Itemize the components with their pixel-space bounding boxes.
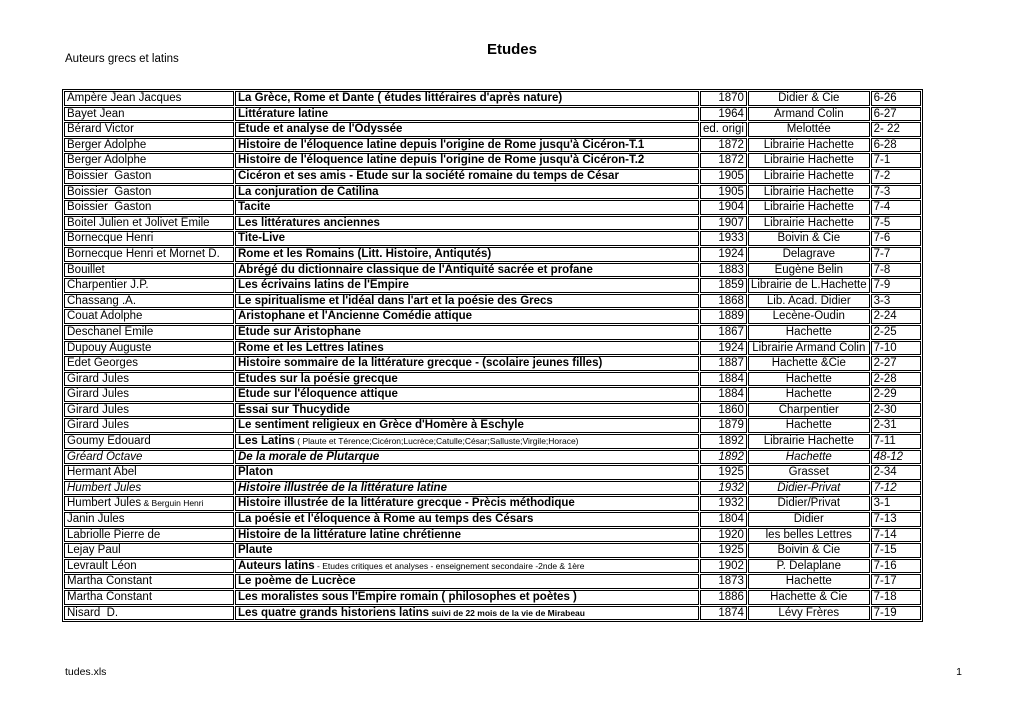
author-cell <box>64 247 234 262</box>
year-cell: 1889 <box>700 309 747 324</box>
book-title: Histoire de l'éloquence latine depuis l'origine de Rome jusqu'à Cicéron-T.1 <box>238 138 645 151</box>
publisher-cell: Librairie Hachette <box>748 434 870 449</box>
year-cell: ed. origi <box>700 122 747 137</box>
author-cell <box>64 434 234 449</box>
book-title: Les Latins <box>238 435 295 448</box>
author-cell <box>64 387 234 402</box>
publisher-cell: les belles Lettres <box>748 528 870 543</box>
author-name: Nisard D. <box>67 606 119 619</box>
publisher-cell: Hachette <box>748 450 870 465</box>
publisher-cell: Charpentier <box>748 403 870 418</box>
author-cell <box>64 153 234 168</box>
table-row <box>64 231 921 246</box>
book-title: Plaute <box>238 544 273 557</box>
title-cell <box>235 325 699 340</box>
publisher-cell: Grasset <box>748 465 870 480</box>
author-cell <box>64 590 234 605</box>
author-name: Gréard Octave <box>67 450 143 463</box>
year-cell: 1874 <box>700 606 747 621</box>
publisher-cell: Lecène-Oudin <box>748 309 870 324</box>
book-title: Essai sur Thucydide <box>238 403 350 416</box>
title-cell <box>235 590 699 605</box>
title-cell <box>235 138 699 153</box>
title-cell <box>235 559 699 574</box>
year-cell: 1920 <box>700 528 747 543</box>
title-cell <box>235 278 699 293</box>
code-cell: 7-17 <box>871 574 921 589</box>
author-name: Lejay Paul <box>67 544 121 557</box>
code-cell: 2-29 <box>871 387 921 402</box>
author-cell <box>64 528 234 543</box>
table-row <box>64 559 921 574</box>
author-cell <box>64 403 234 418</box>
book-title: Aristophane et l'Ancienne Comédie attique <box>238 310 473 323</box>
author-cell <box>64 418 234 433</box>
year-cell: 1905 <box>700 185 747 200</box>
book-title: Abrégé du dictionnaire classique de l'Antiquité sacrée et profane <box>238 263 593 276</box>
code-cell: 2-34 <box>871 465 921 480</box>
author-name: Couat Adolphe <box>67 310 143 323</box>
title-cell <box>235 294 699 309</box>
code-cell: 7-1 <box>871 153 921 168</box>
author-cell <box>64 216 234 231</box>
year-cell: 1870 <box>700 91 747 106</box>
table-row <box>64 278 921 293</box>
code-cell: 7-9 <box>871 278 921 293</box>
publisher-cell: Didier <box>748 512 870 527</box>
book-title: Tite-Live <box>238 232 286 245</box>
table-row <box>64 387 921 402</box>
year-cell: 1907 <box>700 216 747 231</box>
publisher-cell: Hachette <box>748 387 870 402</box>
title-cell <box>235 231 699 246</box>
table-row <box>64 372 921 387</box>
code-cell: 3-3 <box>871 294 921 309</box>
author-name: Bornecque Henri et Mornet D. <box>67 247 220 260</box>
table-row <box>64 122 921 137</box>
table-row <box>64 216 921 231</box>
year-cell: 1884 <box>700 387 747 402</box>
code-cell: 7-6 <box>871 231 921 246</box>
code-cell: 6-26 <box>871 91 921 106</box>
year-cell: 1904 <box>700 200 747 215</box>
book-title: Histoire illustrée de la littérature latine <box>238 481 447 494</box>
year-cell: 1925 <box>700 465 747 480</box>
author-name: Charpentier J.P. <box>67 279 149 292</box>
title-cell <box>235 341 699 356</box>
book-title: La Grèce, Rome et Dante ( études littéraires d'après nature) <box>238 92 563 104</box>
author-cell <box>64 606 234 621</box>
year-cell: 1892 <box>700 450 747 465</box>
publisher-cell: Librairie Hachette <box>748 200 870 215</box>
book-title: Histoire de la littérature latine chrétienne <box>238 528 462 541</box>
code-cell: 6-27 <box>871 107 921 122</box>
code-cell: 7-16 <box>871 559 921 574</box>
publisher-cell: Didier & Cie <box>748 91 870 106</box>
publisher-cell: Hachette & Cie <box>748 590 870 605</box>
author-cell <box>64 138 234 153</box>
table-row <box>64 403 921 418</box>
footer-filename: tudes.xls <box>65 666 107 678</box>
author-cell <box>64 341 234 356</box>
page-title: Etudes <box>486 41 537 58</box>
author-name: Levrault Léon <box>67 559 137 572</box>
book-title: Histoire sommaire de la littérature grecque - (scolaire jeunes filles) <box>238 357 603 370</box>
table-row <box>64 574 921 589</box>
table-row <box>64 294 921 309</box>
author-cell <box>64 372 234 387</box>
author-name: Dupouy Auguste <box>67 341 152 354</box>
title-cell <box>235 465 699 480</box>
code-cell: 2-27 <box>871 356 921 371</box>
table-row <box>64 107 921 122</box>
author-name: Martha Constant <box>67 591 153 603</box>
table-row <box>64 91 921 106</box>
publisher-cell: Eugène Belin <box>748 263 870 278</box>
code-cell: 48-12 <box>871 450 921 465</box>
author-name: Deschanel Emile <box>67 325 154 338</box>
code-cell: 7-19 <box>871 606 921 621</box>
author-name: Goumy Edouard <box>67 435 151 448</box>
code-cell: 2- 22 <box>871 122 921 137</box>
author-cell <box>64 356 234 371</box>
book-title: De la morale de Plutarque <box>238 450 380 463</box>
book-title: Rome et les Lettres latines <box>238 341 384 354</box>
title-cell <box>235 496 699 511</box>
publisher-cell: Hachette <box>748 372 870 387</box>
code-cell: 2-25 <box>871 325 921 340</box>
code-cell: 2-31 <box>871 418 921 433</box>
author-name: Edet Georges <box>67 357 138 370</box>
title-cell <box>235 574 699 589</box>
year-cell: 1879 <box>700 418 747 433</box>
code-cell: 7-11 <box>871 434 921 449</box>
author-name: Janin Jules <box>67 513 125 526</box>
code-cell: 7-13 <box>871 512 921 527</box>
year-cell: 1886 <box>700 590 747 605</box>
year-cell: 1873 <box>700 574 747 589</box>
book-title: Les moralistes sous l'Empire romain ( philosophes et poètes ) <box>238 591 577 603</box>
author-name: Hermant Abel <box>67 466 137 479</box>
title-cell <box>235 263 699 278</box>
book-title-suffix: suivi de 22 mois de la vie de Mirabeau <box>429 607 585 618</box>
publisher-cell: Librairie Hachette <box>748 169 870 184</box>
year-cell: 1872 <box>700 153 747 168</box>
table-row <box>64 606 921 621</box>
publisher-cell: Librairie Hachette <box>748 153 870 168</box>
year-cell: 1892 <box>700 434 747 449</box>
author-name: Berger Adolphe <box>67 138 147 151</box>
book-title-suffix: ( Plaute et Térence;Cicéron;Lucrèce;Catulle;César;Salluste;Virgile;Horace) <box>294 436 579 447</box>
table-row <box>64 512 921 527</box>
code-cell: 7-15 <box>871 543 921 558</box>
book-title: Rome et les Romains (Litt. Histoire, Antiqutés) <box>238 247 492 260</box>
table-row <box>64 263 921 278</box>
table-row <box>64 543 921 558</box>
publisher-cell: Librairie Hachette <box>748 216 870 231</box>
table-row <box>64 185 921 200</box>
author-cell <box>64 450 234 465</box>
book-title: Histoire illustrée de la littérature grecque - Prècis méthodique <box>238 497 575 510</box>
year-cell: 1902 <box>700 559 747 574</box>
author-cell <box>64 543 234 558</box>
table-row <box>64 200 921 215</box>
year-cell: 1887 <box>700 356 747 371</box>
title-cell <box>235 122 699 137</box>
title-cell <box>235 200 699 215</box>
publisher-cell: Lib. Acad. Didier <box>748 294 870 309</box>
author-name: Humbert Jules <box>67 497 142 510</box>
title-cell <box>235 387 699 402</box>
table-row <box>64 481 921 496</box>
code-cell: 7-8 <box>871 263 921 278</box>
author-name: Chassang .A. <box>67 294 137 307</box>
publisher-cell: Hachette <box>748 574 870 589</box>
author-cell <box>64 559 234 574</box>
author-cell <box>64 169 234 184</box>
title-cell <box>235 185 699 200</box>
publisher-cell: Didier/Privat <box>748 496 870 511</box>
publisher-cell: Didier-Privat <box>748 481 870 496</box>
year-cell: 1925 <box>700 543 747 558</box>
author-cell <box>64 496 234 511</box>
code-cell: 2-24 <box>871 309 921 324</box>
year-cell: 1804 <box>700 512 747 527</box>
book-title: Etude et analyse de l'Odyssée <box>238 123 403 136</box>
book-title: Etude sur Aristophane <box>238 325 361 338</box>
year-cell: 1859 <box>700 278 747 293</box>
code-cell: 7-18 <box>871 590 921 605</box>
title-cell <box>235 356 699 371</box>
title-cell <box>235 434 699 449</box>
table-row <box>64 450 921 465</box>
table-row <box>64 434 921 449</box>
book-title: Histoire de l'éloquence latine depuis l'origine de Rome jusqu'à Cicéron-T.2 <box>238 154 645 167</box>
table-row <box>64 325 921 340</box>
author-cell <box>64 278 234 293</box>
code-cell: 7-2 <box>871 169 921 184</box>
publisher-cell: Librairie Hachette <box>748 185 870 200</box>
publisher-cell: Librairie de L.Hachette <box>748 278 870 293</box>
author-name: Bayet Jean <box>67 107 125 120</box>
publisher-cell: Boivin & Cie <box>748 543 870 558</box>
publisher-cell: P. Delaplane <box>748 559 870 574</box>
book-title: Littérature latine <box>238 107 329 120</box>
code-cell: 7-3 <box>871 185 921 200</box>
year-cell: 1932 <box>700 481 747 496</box>
book-title: Tacite <box>238 201 271 214</box>
title-cell <box>235 372 699 387</box>
publisher-cell: Hachette &Cie <box>748 356 870 371</box>
author-cell <box>64 107 234 122</box>
year-cell: 1932 <box>700 496 747 511</box>
books-table-body <box>64 91 921 620</box>
publisher-cell: Hachette <box>748 325 870 340</box>
table-row <box>64 169 921 184</box>
code-cell: 2-30 <box>871 403 921 418</box>
author-cell <box>64 263 234 278</box>
year-cell: 1933 <box>700 231 747 246</box>
author-cell <box>64 91 234 106</box>
book-title-suffix: - Etudes critiques et analyses - enseignement secondaire -2nde & 1ère <box>314 560 585 571</box>
code-cell: 7-10 <box>871 341 921 356</box>
title-cell <box>235 169 699 184</box>
author-cell <box>64 512 234 527</box>
author-name-suffix: & Berguin Henri <box>141 498 204 509</box>
author-name: Boissier Gaston <box>67 185 152 198</box>
publisher-cell: Melottée <box>748 122 870 137</box>
sheet-label: Auteurs grecs et latins <box>65 53 179 65</box>
year-cell: 1905 <box>700 169 747 184</box>
table-row <box>64 528 921 543</box>
author-name: Boissier Gaston <box>67 201 152 214</box>
author-name: Ampère Jean Jacques <box>67 92 182 104</box>
title-cell <box>235 216 699 231</box>
author-name: Labriolle Pierre de <box>67 528 161 541</box>
table-row <box>64 138 921 153</box>
table-row <box>64 341 921 356</box>
title-cell <box>235 418 699 433</box>
publisher-cell: Boivin & Cie <box>748 231 870 246</box>
author-cell <box>64 294 234 309</box>
year-cell: 1872 <box>700 138 747 153</box>
code-cell: 2-28 <box>871 372 921 387</box>
year-cell: 1860 <box>700 403 747 418</box>
book-title: Les écrivains latins de l'Empire <box>238 279 409 292</box>
author-name: Bérard Victor <box>67 123 134 136</box>
book-title: La poésie et l'éloquence à Rome au temps des Césars <box>238 513 534 526</box>
author-cell <box>64 309 234 324</box>
footer-page-number: 1 <box>956 666 962 678</box>
book-title: La conjuration de Catilina <box>238 185 379 198</box>
author-cell <box>64 574 234 589</box>
code-cell: 6-28 <box>871 138 921 153</box>
title-cell <box>235 606 699 621</box>
title-cell <box>235 247 699 262</box>
author-cell <box>64 185 234 200</box>
table-row <box>64 418 921 433</box>
year-cell: 1924 <box>700 247 747 262</box>
code-cell: 7-14 <box>871 528 921 543</box>
title-cell <box>235 91 699 106</box>
publisher-cell: Armand Colin <box>748 107 870 122</box>
book-title: Les quatre grands historiens latins <box>238 606 430 619</box>
author-name: Girard Jules <box>67 403 129 416</box>
title-cell <box>235 309 699 324</box>
book-title: Auteurs latins <box>238 559 315 572</box>
book-title: Etude sur l'éloquence attique <box>238 388 398 401</box>
author-cell <box>64 200 234 215</box>
year-cell: 1868 <box>700 294 747 309</box>
year-cell: 1883 <box>700 263 747 278</box>
author-name: Girard Jules <box>67 372 129 385</box>
author-cell <box>64 465 234 480</box>
table-row <box>64 356 921 371</box>
author-cell <box>64 231 234 246</box>
publisher-cell: Librairie Hachette <box>748 138 870 153</box>
author-name: Bornecque Henri <box>67 232 154 245</box>
author-name: Boissier Gaston <box>67 169 152 182</box>
title-cell <box>235 512 699 527</box>
table-row <box>64 247 921 262</box>
table-row <box>64 309 921 324</box>
title-cell <box>235 543 699 558</box>
author-cell <box>64 481 234 496</box>
author-cell <box>64 325 234 340</box>
table-row <box>64 496 921 511</box>
book-title: Le spiritualisme et l'idéal dans l'art et la poésie des Grecs <box>238 294 553 307</box>
book-title: Le sentiment religieux en Grèce d'Homère à Eschyle <box>238 419 524 432</box>
table-row <box>64 590 921 605</box>
publisher-cell: Librairie Armand Colin <box>748 341 870 356</box>
title-cell <box>235 528 699 543</box>
author-name: Berger Adolphe <box>67 154 147 167</box>
year-cell: 1964 <box>700 107 747 122</box>
author-name: Bouillet <box>67 263 105 276</box>
year-cell: 1924 <box>700 341 747 356</box>
title-cell <box>235 107 699 122</box>
book-title: Le poème de Lucrèce <box>238 575 356 588</box>
code-cell: 7-12 <box>871 481 921 496</box>
books-table <box>62 89 923 622</box>
table-row <box>64 153 921 168</box>
code-cell: 7-4 <box>871 200 921 215</box>
table-row <box>64 465 921 480</box>
code-cell: 7-7 <box>871 247 921 262</box>
author-name: Girard Jules <box>67 419 129 432</box>
author-name: Girard Jules <box>67 388 129 401</box>
year-cell: 1884 <box>700 372 747 387</box>
author-cell <box>64 122 234 137</box>
title-cell <box>235 450 699 465</box>
title-cell <box>235 403 699 418</box>
code-cell: 3-1 <box>871 496 921 511</box>
author-name: Boitel Julien et Jolivet Emile <box>67 216 210 229</box>
publisher-cell: Hachette <box>748 418 870 433</box>
year-cell: 1867 <box>700 325 747 340</box>
author-name: Humbert Jules <box>67 481 142 494</box>
book-title: Les littératures anciennes <box>238 216 380 229</box>
code-cell: 7-5 <box>871 216 921 231</box>
publisher-cell: Lévy Frères <box>748 606 870 621</box>
author-name: Martha Constant <box>67 575 153 588</box>
title-cell <box>235 153 699 168</box>
book-title: Platon <box>238 466 274 479</box>
publisher-cell: Delagrave <box>748 247 870 262</box>
book-title: Cicéron et ses amis - Etude sur la société romaine du temps de César <box>238 169 619 182</box>
book-title: Etudes sur la poésie grecque <box>238 372 398 385</box>
title-cell <box>235 481 699 496</box>
